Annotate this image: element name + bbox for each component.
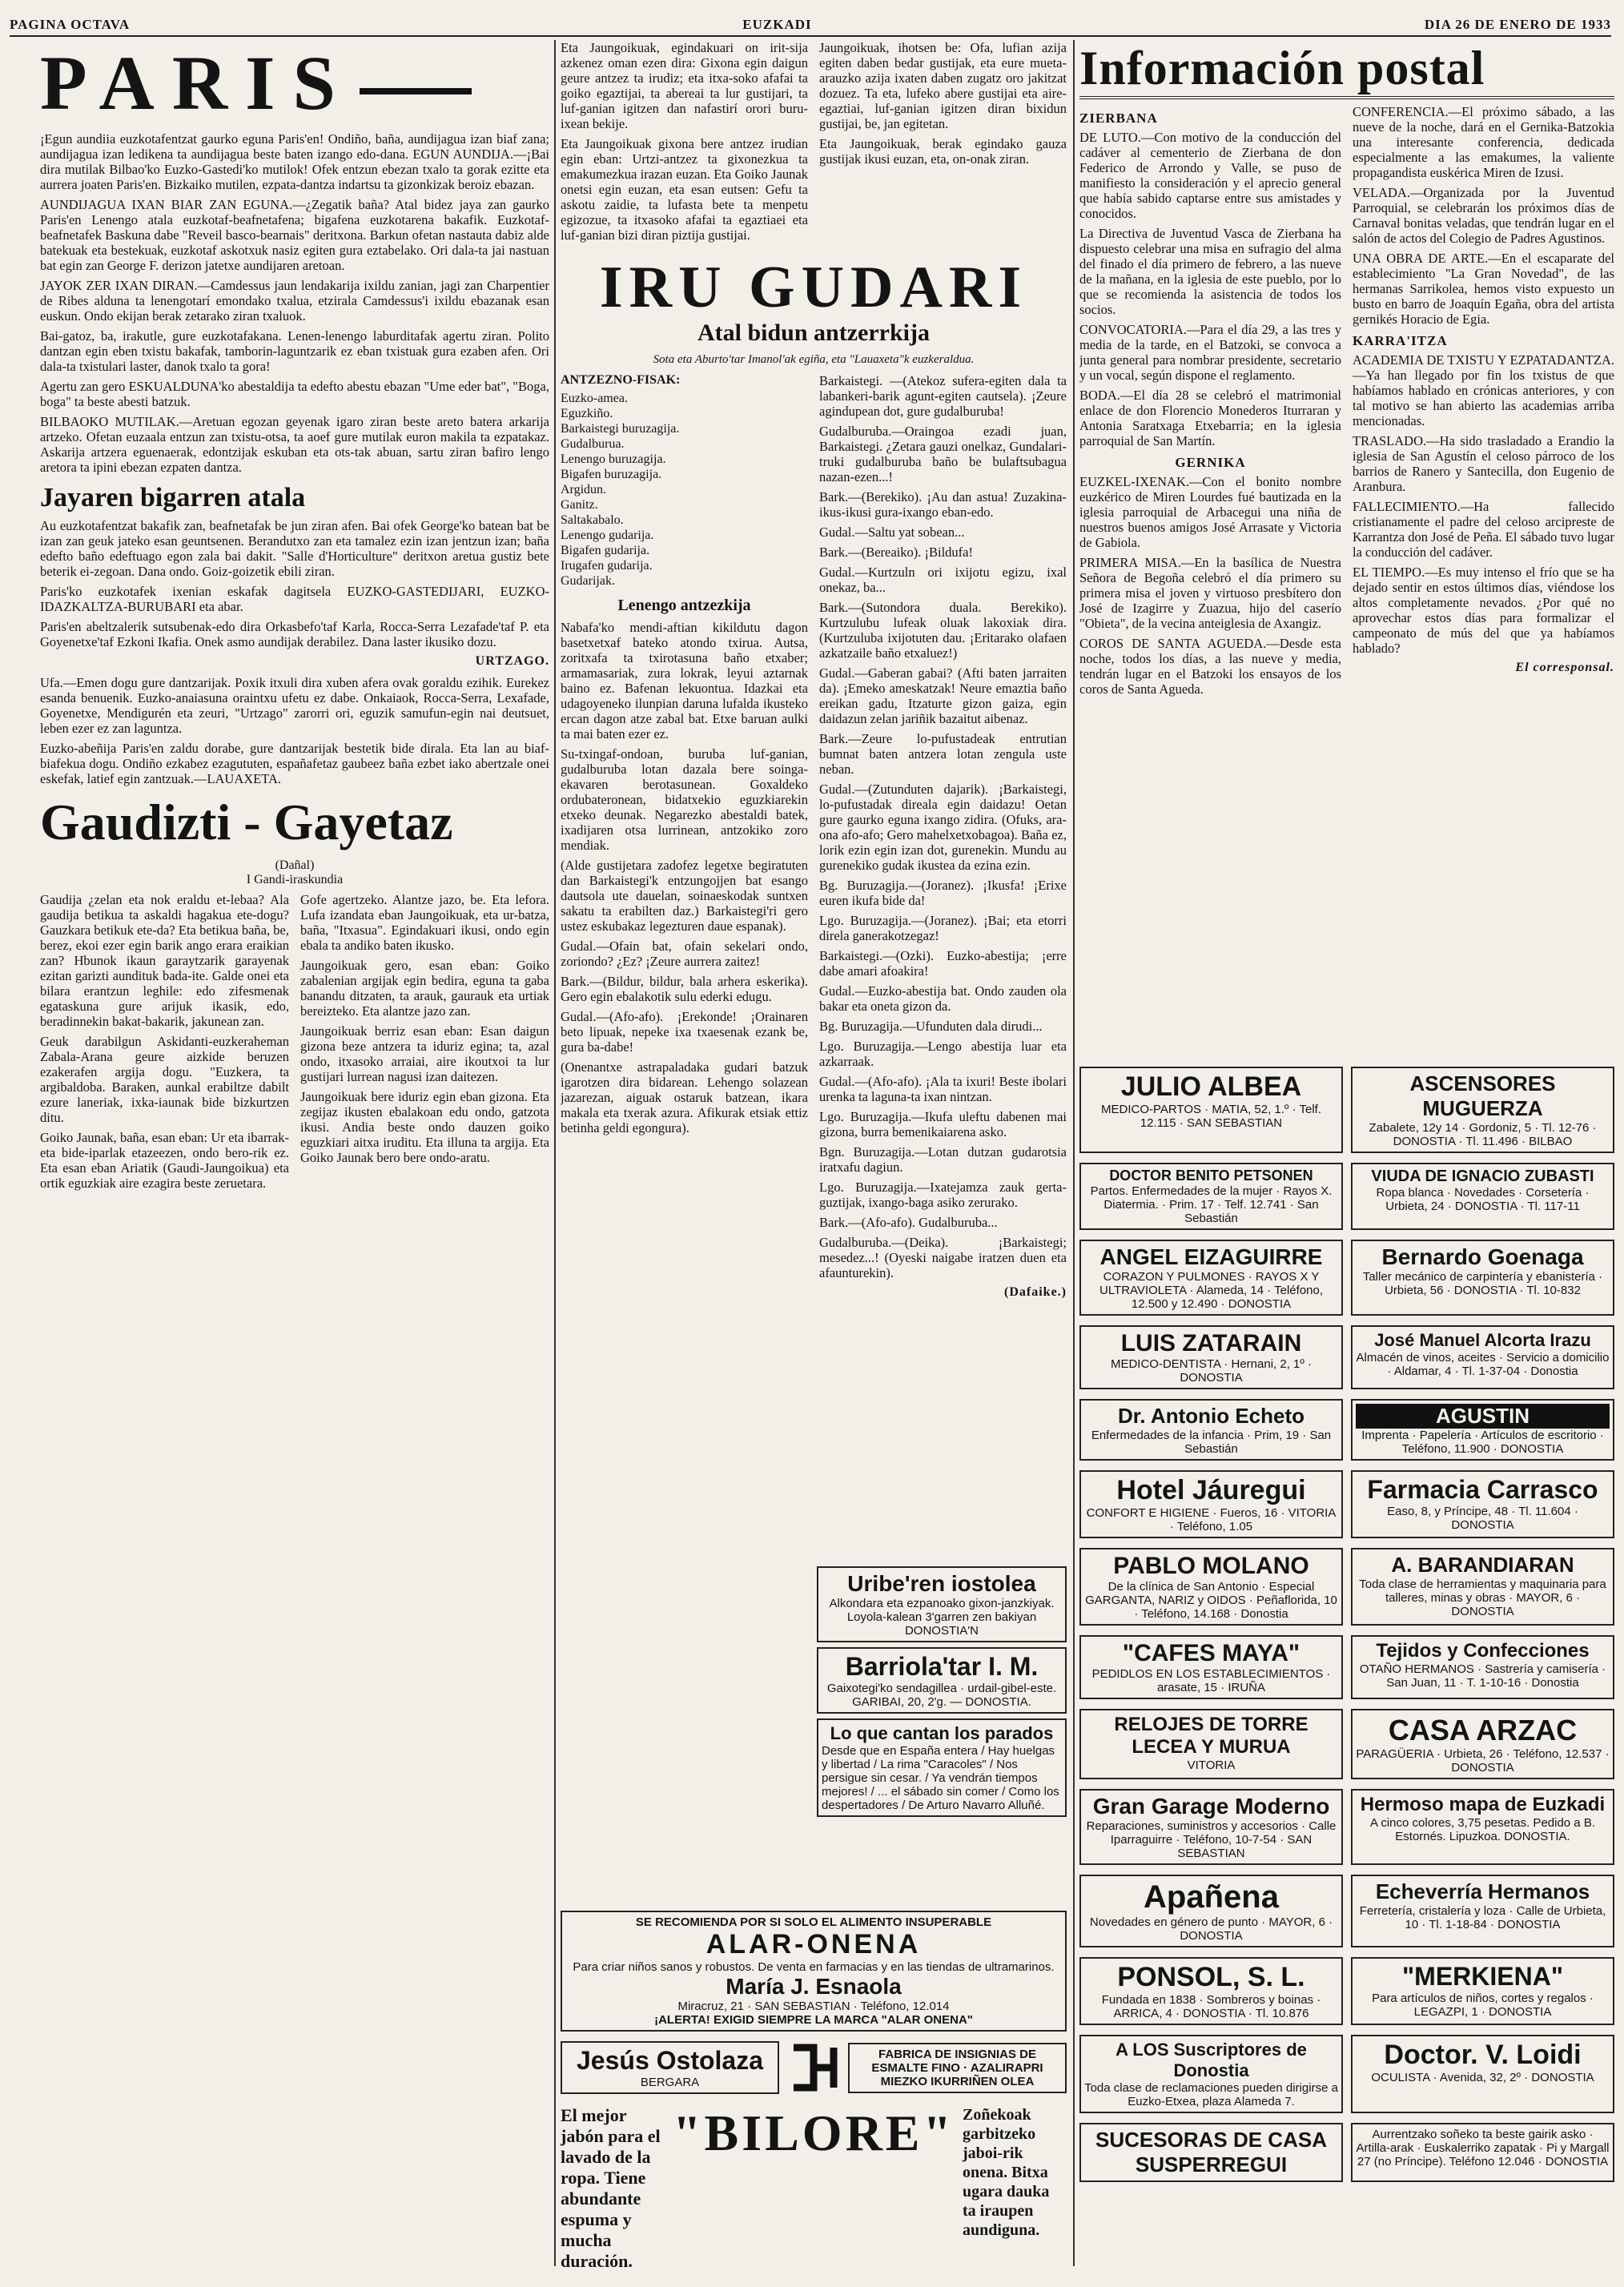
ad-autos: Aurrentzako soñeko ta beste gairik asko · Artilla-arak · Euskalerriko zapatak · Pi y Margall 27 (no Príncipe). Teléfono 12.046 · DONOSTIA	[1351, 2123, 1614, 2182]
act-paragraph: Gudal.—Saltu yat sobean...	[819, 525, 965, 540]
section-zierbana: ZIERBANA	[1079, 111, 1158, 126]
gaudizti-paragraph: Geuk darabilgun Askidanti-euzkeraheman Zabala-Arana geure aizkide beruzen ezakerafen argija dogu. "Euzkera, ta argibaldoba. Baraken, aunkal erabiltze dabilt ezure laneriak, ixka-iaunak bide bizkurtzen ditu.	[40, 1034, 289, 1125]
act-paragraph: Gudal.—Kurtzuln ori ixijotu egizu, ixal onekaz, ba...	[819, 565, 1067, 595]
iru-gudari-subtitle: Atal bidun antzerrkija	[697, 320, 930, 346]
page-header	[10, 14, 1611, 37]
ad-cantan: Lo que cantan los parados Desde que en España entera / Hay huelgas y libertad / La rima "Caracoles" / Nos persigue sin cesar. / Ya vendrán tiempos mejores! / ... el sábado sin comer / Como los despertadores / De Arturo Navarro Alluñé.	[817, 1718, 1067, 1817]
cast-item: Irugafen gudarija.	[561, 559, 653, 573]
euzko-paragraph: Euzko-abeñija Paris'en zaldu dorabe, gure dantzarijak bestetik bide dirala. Eta lan au biaf-biafekua dogu. Ondiño ezkabez ezagututen, españafetaz gaubeez baña ezbet iako abertzale onei eskefak, latief egin zantzuak.—LAUAXETA.	[40, 741, 549, 786]
genesis-paragraph: Eta Jaungoikuak gixona bere antzez irudian egin eban: Urtzi-antzez ta gixonezkua ta emakumezkua irazan euzan. Eta Goiko Jaunak onetsi egin euzan, eta esan eutsen: Gefu ta askotu zaidie, ta lufasta bete ta menpetu egizozue, ta itxasoko afafai ta egaztiaei eta luf-ganian bizi diran piztija gustijai.	[561, 136, 808, 243]
cast-item: Bigafen gudarija.	[561, 544, 650, 557]
gaudizti-paragraph: Jaungoikuak bere iduriz egin eban gizona. Eta zegijaz ikusten ebalakoan edu ondo, gatzota ikusi. Andia beste ondo dauzen goiko eguzkiari aitxa iruditu. Eta illuna ta argija. Eta Goiko Jaunak bero bere ondo-aratu.	[300, 1089, 549, 1165]
ad-alcorta: José Manuel Alcorta Irazu Almacén de vinos, aceites · Servicio a domicilio · Aldamar, 4 · Tl. 1-37-04 · Donostia	[1351, 1325, 1614, 1389]
postal-paragraph: EL TIEMPO.—Es muy intenso el frío que se ha dejado sentir en estos últimos días, viéndose los altos completamente nevados. ¿Por qué no aprovechar estos días para formalizar el campeonato de mús del que ya habíamos hablado?	[1353, 565, 1614, 656]
postal-paragraph: COROS DE SANTA AGUEDA.—Desde esta noche, todos los días, a las nueve y media, tendrán lugar en el Batzoki los ensayos de los coros de Santa Agueda.	[1079, 636, 1341, 697]
jayaren-paragraph: Paris'ko euzkotafek ixenian eskafak dagitsela EUZKO-GASTEDIJARI, EUZKO-IDAZKALTZA-BURUBARI eta abar.	[40, 584, 549, 614]
paris-paragraph: ¡Egun aundiia euzkotafentzat gaurko eguna Paris'en! Ondiño, baña, aundijagua izan biaf zana; aundijagua izan ledikena ta aundijagua beste baten izango edo-dana. EGUN AUNDIJA.—¡Bai dira mutilak Bilbao'ko Euzko-Gastedi'ko mutilok! Ofek entzun ebezan txalo ta gorak ezitte eta aurrera joaten Paris'en. Bizkaiko mutilen, ezpata-dantza indartsu ta gizonkizak beroiz ebazan.	[40, 131, 549, 192]
cast-item: Euzko-amea.	[561, 392, 628, 405]
postal-paragraph: CONVOCATORIA.—Para el día 29, a las tres y media de la tarde, en el Batzoki, se convoca a junta general para nombrar presidente, secretario y un vocal, según dispone el reglamento.	[1079, 322, 1341, 383]
act-paragraph: Nabafa'ko mendi-aftian kikildutu dagon basetxetxaf bateko atondo txirua. Autsa, zoritxafa ta txirotasuna baño etxaber; armamasariak, zura lokrak, leyui aztarnak baino ez. Bafenan lekuontua. Idazkai eta udagoyeneko ilunpian daruna lufalda ikusteko ercan dagon atze zabal bat. Etxe baruan aulki ta mai baten ezer ez.	[561, 620, 808, 742]
cast-item: Barkaistegi buruzagija.	[561, 422, 680, 436]
act-paragraph: (Alde gustijetara zadofez legetxe begiratuten dan Barkaistegi'k entzungojjen bat esango dautsola ute dauelan, soinaeskodak suntxen sakatu ta erabilten daz.) Barkaistegi'ri gero ustez eskubakaz legezturen daue espanak).	[561, 858, 808, 934]
ad-fabrica: FABRICA DE INSIGNIAS DE ESMALTE FINO · AZALIRAPRI MIEZKO IKURRIÑEN OLEA	[848, 2043, 1067, 2093]
column-informacion-postal	[1079, 40, 1614, 1057]
ad-echeverria: Echeverría Hermanos Ferretería, cristalería y loza · Calle de Urbieta, 10 · Tl. 1-18-84 · DONOSTIA	[1351, 1875, 1614, 1947]
gaudizti-columns	[40, 892, 549, 1196]
informacion-postal-headline: Información postal	[1079, 40, 1614, 99]
masthead: EUZKADI	[742, 17, 812, 32]
section-karrantza: KARRA'ITZA	[1353, 333, 1448, 348]
act-paragraph: Gudalburuba.—Oraingoa ezadi juan, Barkaistegi. ¿Zetara gauzi onelkaz, Gundalari-truki gudalburuba baño be bulaftsubagua nazan-ezen...!	[819, 424, 1067, 484]
act-paragraph: Bark.—(Berekiko). ¡Au dan astua! Zuzakina-ikus-ikusi gura-ixango eban-edo.	[819, 489, 1067, 520]
iru-gudari-dedication: Sota eta Aburto'tar Imanol'ak egiña, eta "Lauaxeta"k euzkeraldua.	[653, 353, 975, 366]
postal-paragraph: UNA OBRA DE ARTE.—En el escaparate del establecimiento "La Gran Novedad", de las hermanas Sarrikolea, hemos visto expuesto un busto en barro de Joaquín Egaña, obra del artista gernikés Horacio de Egia.	[1353, 251, 1614, 327]
act-paragraph: Barkaistegi. —(Atekoz sufera-egiten dala ta labankeri-barik agunt-egiten cautsela). ¡Zeure agindupean dot, gure gudalburuba!	[819, 373, 1067, 419]
paris-paragraph: AUNDIJAGUA IXAN BIAR ZAN EGUNA.—¿Zegatik baña? Atal bidez jaya zan gaurko Paris'en Lenengo atala euzkotaf-beafnetafena; bigafena euzkotarena bakafik. Euzkotaf-beafnetafek Baskuna dabe "Reveil basco-bearnais" deritxona. Barkun ofetan nastauta dabiz alde batekuak eta bestekuak, euzkotaf askotxuk nasiz egiten gura eztabelako. Ori dala-ta jai nastuan bat egin zan George F. derizon jatetxe aundijaren aretoan.	[40, 197, 549, 273]
act-paragraph: Gudal.—(Afo-afo). ¡Ala ta ixuri! Beste ibolari urenka ta laguna-ta ixan nintzan.	[819, 1074, 1067, 1104]
act-paragraph: Gudalburuba.—(Deika). ¡Barkaistegi; mesedez...! (Oyeski naigabe iratzen duen eta afaunturekin).	[819, 1235, 1067, 1280]
ad-ponsol: PONSOL, S. L. Fundada en 1838 · Sombreros y boinas · ARRICA, 4 · DONOSTIA · Tl. 10.876	[1079, 1957, 1343, 2025]
act-paragraph: Gudal.—(Afo-afo). ¡Erekonde! ¡Orainaren beto lipuak, nepeke ixa txaesenak ezank be, gura ba-dabe!	[561, 1009, 808, 1055]
paris-paragraph: Agertu zan gero ESKUALDUNA'ko abestaldija ta edefto abestu ebazan "Ume eder bat", "Boga, boga" ta beste abesti batzuk.	[40, 379, 549, 409]
ad-bilore-text: Zoñekoak garbitzeko jaboi-rik onena. Bitxa ugara dauka ta iraupen aundiguna.	[963, 2106, 1050, 2239]
gaudizti-subtitle: I Gandi-iraskundia	[246, 873, 344, 886]
ad-uribe: Uribe'ren iostolea Alkondara eta ezpanoako gixon-janzkiyak. Loyola-kalean 3'garren zen bakiyan DONOSTIA'N	[817, 1566, 1067, 1642]
ad-echeto: Dr. Antonio Echeto Enfermedades de la infancia · Prim, 19 · San Sebastián	[1079, 1399, 1343, 1461]
genesis-paragraph: Eta Jaungoikuak, egindakuari on irit-sija azkenez oman ezen dira: Gixona egin daigun geure antzez ta irudiz; eta itxa-soko afafai ta goiko egaztijai, ta abereai ta lur gustijari, ta luf-ganian igitzen dan nafastirí orori buru-ixean bekije.	[561, 40, 808, 131]
ad-barriola: Barriola'tar I. M. Gaixotegi'ko sendagillea · urdail-gibel-este. GARIBAI, 20, 2'g. — DONOSTIA.	[817, 1647, 1067, 1714]
ad-agustin: AGUSTIN Imprenta · Papelería · Artículos de escritorio · Teléfono, 11.900 · DONOSTIA	[1351, 1399, 1614, 1461]
postal-paragraph: FALLECIMIENTO.—Ha fallecido cristianamente el padre del celoso arcipreste de Karrantza don José de Peña. El sábado tuvo lugar la conducción del cadáver.	[1353, 499, 1614, 560]
gaudizti-paragraph: Jaungoikuak berriz esan eban: Esan daigun gizona beze antzera ta iduriz egina; ta, azal ondo, itxasoko arraiai, aire ikoutxoi ta lur gustijari lurrean nagusi izan daitezen.	[300, 1023, 549, 1084]
paris-headline: PARIS	[40, 43, 549, 123]
ad-ostolaza: Jesús Ostolaza BERGARA	[561, 2041, 779, 2094]
ad-zubasti: VIUDA DE IGNACIO ZUBASTI Ropa blanca · Novedades · Corsetería · Urbieta, 24 · DONOSTIA · Tl. 117-11	[1351, 1163, 1614, 1230]
cast-item: Gudalburua.	[561, 437, 625, 451]
ad-mapa: Hermoso mapa de Euzkadi A cinco colores, 3,75 pesetas. Pedido a B. Estornés. Lipuzkoa. DONOSTIA.	[1351, 1789, 1614, 1865]
page-number: PAGINA OCTAVA	[10, 17, 131, 32]
act-paragraph: Su-txingaf-ondoan, buruba luf-ganian, gudalburuba lotan dazala bere soinga-ekavaren berotasunean. Goxaldeko ordubateronean, bidatxekio eguzkiarekin etxeko deunak. Negarezko abestaldi batek, ixadijaren otsa lurrinean, antzokiko zoro mendiak.	[561, 746, 808, 853]
ad-bilore: "BILORE"	[672, 2104, 955, 2161]
act-paragraph: Bg. Buruzagija.—Ufunduten dala dirudi...	[819, 1019, 1043, 1034]
cast-item: Bigafen buruzagija.	[561, 468, 662, 481]
ad-otano: Tejidos y Confecciones OTAÑO HERMANOS · Sastrería y camisería · San Juan, 11 · T. 1-10-16 · Donostia	[1351, 1635, 1614, 1699]
column-paris	[40, 40, 549, 2266]
genesis-columns	[561, 40, 1067, 247]
postal-paragraph: PRIMERA MISA.—En la basílica de Nuestra Señora de Begoña celebró el día primero su primera misa el joven y virtuoso presbítero don José de Izagirre y Zuazua, hijo del caserío "Obieta", de la vecina anteiglesia de Axangiz.	[1079, 555, 1341, 631]
act-paragraph: Bark.—(Sutondora duala. Berekiko). Kurtzulubu lufeak oluak lakoxiak dira. (Kurtzuluba ixijotuten dau. ¡Eritarako olafaen azkatzaile baño etxaluez!)	[819, 600, 1067, 661]
headline-rule	[360, 88, 472, 94]
ad-ascensores: ASCENSORES MUGUERZA Zabalete, 12y 14 · Gordoniz, 5 · Tl. 12-76 · DONOSTIA · Tl. 11.496 · BILBAO	[1351, 1067, 1614, 1153]
postal-paragraph: DE LUTO.—Con motivo de la conducción del cadáver al cementerio de Zierbana de don Federico de Arrondo y Valle, se puso de manifiesto la consideración y el aprecio general que había sabido captarse entre sus amistades y conocidos.	[1079, 130, 1341, 221]
cast-item: Eguzkiño.	[561, 407, 613, 420]
act-paragraph: Bg. Buruzagija.—(Joranez). ¡Ikusfa! ¡Erixe euren ikufa bide da!	[819, 878, 1067, 908]
act-paragraph: Lgo. Buruzagija.—Ixatejamza zauk gerta-guztijak, ixango-baga asiko zerurako.	[819, 1180, 1067, 1210]
column-iru-gudari	[561, 40, 1067, 1626]
genesis-paragraph: Jaungoikuak, ihotsen be: Ofa, lufian azija egiten daben bedar gustijak, eta eure mueta-arauzko azija ixaten daben zugatz oro jakitzat dozuez. Ta eta, lufeko abere gustijai eta aire-egaztiai, luf-ganian igitzen diran bixidun gustijai, be, jan egitetan.	[819, 40, 1067, 131]
act-paragraph: (Onenantxe astrapaladaka gudari batzuk igarotzen dira bidarean. Lehengo solazean jazarezan, aiguak ostaruk batzean, ikara makala eta txerak azura. Afikurak etsiak ettiz betinha geldi egongura).	[561, 1059, 808, 1135]
ad-barandiaran: A. BARANDIARAN Toda clase de herramientas y maquinaria para talleres, minas y obras · MAYOR, 6 · DONOSTIA	[1351, 1548, 1614, 1626]
gaudizti-paragraph: Jaungoikuak gero, esan eban: Goiko zabalenian argijak egin bedira, eguna ta gaba banandu ditzaten, ta arauk, gaurauk eta urtiak bereizteko. Eta alantze jazo zan.	[300, 958, 549, 1019]
postal-paragraph: VELADA.—Organizada por la Juventud Parroquial, se celebrarán los próximos días de Carnaval bonitas veladas, que tendrán lugar en el salón de actos del Colegio de Padres Agustinos.	[1353, 185, 1614, 246]
ad-apanena: Apañena Novedades en género de punto · MAYOR, 6 · DONOSTIA	[1079, 1875, 1343, 1947]
ad-cafes-maya: "CAFES MAYA" PEDIDLOS EN LOS ESTABLECIMIENTOS · arasate, 15 · IRUÑA	[1079, 1635, 1343, 1699]
act-paragraph: Gudal.—Gaberan gabai? (Afti baten jarraiten da). ¡Emeko ameskatzak! Neure emaztia baño ereikan gadu, Itzaturte gizon gaiza, egin daidazun zelan jariñik bazaitut aibenaz.	[819, 665, 1067, 726]
postal-paragraph: La Directiva de Juventud Vasca de Zierbana ha dispuesto celebrar una misa en sufragio del alma del finado el día primero de febrero, a las nueve de la mañana, en la iglesia de este pueblo, por lo que se recomienda la asistencia de todos los socios.	[1079, 226, 1341, 317]
ad-zatarain: LUIS ZATARAIN MEDICO-DENTISTA · Hernani, 2, 1º · DONOSTIA	[1079, 1325, 1343, 1389]
act-paragraph: Bark.—(Afo-afo). Gudalburuba...	[819, 1215, 998, 1230]
ad-ostolaza-row	[561, 2036, 1067, 2099]
postal-columns	[1079, 104, 1614, 701]
act-paragraph: Bark.—(Bildur, bildur, bala arhera eskerika). Gero egin ebalakotik sulu ederki edugu.	[561, 974, 808, 1004]
ad-jabon-row	[561, 2105, 1067, 2272]
ad-jauregui: Hotel Jáuregui CONFORT E HIGIENE · Fueros, 16 · VITORIA · Teléfono, 1.05	[1079, 1470, 1343, 1538]
ad-merkiena: "MERKIENA" Para artículos de niños, cortes y regalos · LEGAZPI, 1 · DONOSTIA	[1351, 1957, 1614, 2025]
act-paragraph: Lgo. Buruzagija.—Lengo abestija luar eta azkarraak.	[819, 1039, 1067, 1069]
gaudizti-paragraph: Gofe agertzeko. Alantze jazo, be. Eta lefora. Lufa izandata eban Jaungoikuak, eta ur-batza, baña, "Itxasua". Egindakuari ikusi, ondo egin ebala ta andiko baten ikusko.	[300, 892, 549, 953]
act-paragraph: Bgn. Buruzagija.—Lotan dutzan gudarotsia iratxafu dagiun.	[819, 1144, 1067, 1175]
ads-grid	[1079, 1062, 1614, 2271]
column-rule	[1073, 40, 1075, 2266]
lauburu-icon	[786, 2040, 842, 2096]
postal-paragraph: CONFERENCIA.—El próximo sábado, a las nueve de la noche, dará en el Gernika-Batzokia una interesante conferencia, dedicada especialmente a las emakumes, la valiente propagandista euskérica Miren de Izusi.	[1353, 104, 1614, 180]
genesis-paragraph: Eta Jaungoikuak, berak egindako gauza gustijak ikusi euzan, eta, on-onak ziran.	[819, 136, 1067, 167]
page-date: DIA 26 DE ENERO DE 1933	[1424, 17, 1611, 32]
act-title: Lenengo antzezkija	[617, 597, 751, 614]
act-paragraph: Bark.—Zeure lo-pufustadeak entrutian bumnat baten antzera lotan zengula uste neban.	[819, 731, 1067, 777]
ad-arzac: CASA ARZAC PARAGÜERIA · Urbieta, 26 · Teléfono, 12.537 · DONOSTIA	[1351, 1709, 1614, 1779]
postal-paragraph: BODA.—El día 28 se celebró el matrimonial enlace de don Florencio Monederos Iturraran y Antonia Saratxaga Etxebarria; en la iglesia parroquial de San Martín.	[1079, 388, 1341, 448]
cast-item: Gudarijak.	[561, 574, 615, 588]
act-paragraph: Lgo. Buruzagija.—Ikufa uleftu dabenen mai gizona, burra bemenikaiarena asko.	[819, 1109, 1067, 1139]
ad-loidi: Doctor. V. Loidi OCULISTA · Avenida, 32, 2º · DONOSTIA	[1351, 2035, 1614, 2113]
paris-paragraph: JAYOK ZER IXAN DIRAN.—Camdessus jaun lendakarija ixildu zanian, jagi zan Charpentier de Ribes alduna ta lenengotarí emondako txalua, etzirala Camdessus'i ixildu ebazanak esan euskun. Ondo ekijan berak zetarako ziran txaluok.	[40, 278, 549, 324]
act-paragraph: Gudal.—Ofain bat, ofain sekelari ondo, zoriondo? ¿Ez? ¡Zeure aurrera zaitez!	[561, 939, 808, 969]
ad-carrasco: Farmacia Carrasco Easo, 8, y Príncipe, 48 · Tl. 11.604 · DONOSTIA	[1351, 1470, 1614, 1538]
postal-paragraph: EUZKEL-IXENAK.—Con el bonito nombre euzkérico de Miren Lourdes fué bautizada en la iglesia parroquial de Arbacegui una niña de nuestros buenos amigos José Arrasate y Victoria de Gabiola.	[1079, 474, 1341, 550]
cast-item: Lenengo gudarija.	[561, 529, 654, 542]
cast-list	[561, 391, 808, 589]
ad-garage: Gran Garage Moderno Reparaciones, suministros y accesorios · Calle Iparraguirre · Teléfono, 10-7-54 · SAN SEBASTIAN	[1079, 1789, 1343, 1865]
gaudizti-paragraph: Gaudija ¿zelan eta nok eraldu et-lebaa? Ala gaudija betikua ta askaldi hagakua ete-dogu? Gauzkara betikuk ete-da? Eta betikua baña, be, berez, ekoi ezer egin barik ango erara eraikian zan? Hbunok ikaun garaytzarik garayenak ezitan garizti aundituk bada-ite. Galde onei eta bilara erantzun leghile: edo zifesmenak egataskuna gure arijuk ikasik, edo, beradinnekin bakat-bakarik, jakunean zan.	[40, 892, 289, 1029]
jayaren-paragraph: Au euzkotafentzat bakafik zan, beafnetafak be jun ziran afen. Bai ofek George'ko batean bat be izan zan geuk jateko esan geuntsenen. Berandutxo zan eta tamalez ezin izan jentzun izan; baña edefto baño edeftuago egon zala bai dakit. "Salle d'Horticulture" deritxon aretua gustiz bete beterik ei-zegoan. Dana ondo. Goiz-goizetik ebili ziran.	[40, 518, 549, 579]
play-signature: (Dafaike.)	[1004, 1285, 1067, 1299]
ad-jabon: El mejor jabón para el lavado de la ropa. Tiene abundante espuma y mucha duración.	[561, 2105, 661, 2271]
paris-paragraph: Bai-gatoz, ba, irakutle, gure euzkotafakana. Lenen-lenengo laburditafak agertu ziran. Polito dantzan egin eben txistu bakafak, tamborin-laguntzarik ez eban txistuak gura ezaben afen. Ori dala-ta txistulari laster, danok txalo ta gora!	[40, 328, 549, 374]
ad-lecea: RELOJES DE TORRE LECEA Y MURUA VITORIA	[1079, 1709, 1343, 1779]
ad-suscriptores: A LOS Suscriptores de Donostia Toda clase de reclamaciones pueden dirigirse a Euzko-Etxea, plaza Alameda 7.	[1079, 2035, 1343, 2113]
act-paragraph: Barkaistegi.—(Ozki). Euzko-abestija; ¡erre dabe amari afoakira!	[819, 948, 1067, 979]
ad-susperregui: SUCESORAS DE CASA SUSPERREGUI	[1079, 2123, 1343, 2182]
gaudizti-byline: (Dañal)	[275, 858, 315, 872]
paris-paragraph: BILBAOKO MUTILAK.—Aretuan egozan geyenak igaro ziran beste areto batera arkarija artzeko. Ofetan euzaala entzun zan txistu-otsa, ta aoef gure mutilak euron makila ta ezpatakaz. Askarija artzera eguenaerak, edontzijak eskuban eta ots-tak abuan, sartu ziran bafiro lengo aretora ta ipini ebezan ezpaten dantza.	[40, 414, 549, 475]
gaudizti-headline: Gaudizti - Gayetaz	[40, 794, 453, 850]
postal-signature: El corresponsal.	[1515, 661, 1614, 674]
cast-item: Saltakabalo.	[561, 513, 624, 527]
cast-item: Lenengo buruzagija.	[561, 452, 666, 466]
cast-item: Argidun.	[561, 483, 607, 496]
article-signature: URTZAGO.	[475, 654, 549, 668]
act-paragraph: Gudal.—(Zutunduten dajarik). ¡Barkaistegi, lo-pufustadak direala egin daidazu! Oetan gure gaurko eguna ixango zidira. (Ofuks, ara-ona afo-afo; Gero mahelxetxobagoa). Baña ez, lorik ezin egin izan dot, gurenekin. Mundu au gurenekiko gudak ikustea da ezina ezin.	[819, 782, 1067, 873]
play-columns	[561, 373, 1067, 1306]
iru-gudari-headline: IRU GUDARI	[599, 255, 1028, 320]
ad-petsonen: DOCTOR BENITO PETSONEN Partos. Enfermedades de la mujer · Rayos X. Diatermia. · Prim. 17 · Telf. 12.741 · San Sebastián	[1079, 1163, 1343, 1230]
bottom-ads-center	[561, 1906, 1067, 2272]
gaudizti-paragraph: Goiko Jaunak, baña, esan eban: Ur eta ibarrak-eta bide-iparlak etazeezen, ondo bero-rik ez. Eta esan eban Ariatik (Gaudi-Jaungoikua) eta ortik eguzkiak aire ezagira beste zeruetara.	[40, 1130, 289, 1191]
ad-eizaguirre: ANGEL EIZAGUIRRE CORAZON Y PULMONES · RAYOS X Y ULTRAVIOLETA · Alameda, 14 · Teléfono, 12.500 y 12.490 · DONOSTIA	[1079, 1240, 1343, 1316]
ufa-paragraph: Ufa.—Emen dogu gure dantzarijak. Poxik itxuli dira xuben afera ovak goraldu ezihik. Eurekez esanda benuenik. Euzko-anaiasuna oraintxu ufetu ez dabe. Onkaiaok, Rocca-Serra, Lexafade, Goyenetxe, Mendigurén eta zeuri, "Urtzago" zarorri ori, eguzik samufun-egin nai deutsuet, leben ezer ez zan laguntza.	[40, 675, 549, 736]
act-paragraph: Gudal.—Euzko-abestija bat. Ondo zauden ola bakar eta oneta gizon da.	[819, 983, 1067, 1014]
postal-paragraph: ACADEMIA DE TXISTU Y EZPATADANTZA.—Ya han llegado por fin los txistus de que habíamos hablado en crónicas anteriores, y con tal motivo se han abierto las academias arriba mencionadas.	[1353, 352, 1614, 428]
jayaren-paragraph: Paris'en abeltzalerik sutsubenak-edo dira Orkasbefo'taf Karla, Rocca-Serra Lezafade'taf P. eta Goyenetxe'taf Ezkoni Ikafia. Onek asmo aundijak derabilez. Dana laster ikusiko dozu.	[40, 619, 549, 649]
cast-item: Ganitz.	[561, 498, 598, 512]
postal-paragraph: TRASLADO.—Ha sido trasladado a Erandio la iglesia de San Agustín el celoso párroco de los barrios de Ranero y Santecilla, don Eugenio de Aranbura.	[1353, 433, 1614, 494]
ad-goenaga: Bernardo Goenaga Taller mecánico de carpintería y ebanistería · Urbieta, 56 · DONOSTIA · Tl. 10-832	[1351, 1240, 1614, 1316]
ad-molano: PABLO MOLANO De la clínica de San Antonio · Especial GARGANTA, NARIZ y OIDOS · Peñaflorida, 10 · Teléfono, 14.168 · Donostia	[1079, 1548, 1343, 1626]
act-paragraph: Lgo. Buruzagija.—(Joranez). ¡Bai; eta etorri direla ganerakotzegaz!	[819, 913, 1067, 943]
section-gernika: GERNIKA	[1175, 455, 1246, 470]
ad-julio-albea: JULIO ALBEA MEDICO-PARTOS · MATIA, 52, 1.º · Telf. 12.115 · SAN SEBASTIAN	[1079, 1067, 1343, 1153]
ad-alar-onena: SE RECOMIENDA POR SI SOLO EL ALIMENTO INSUPERABLE ALAR-ONENA Para criar niños sanos y robustos. De venta en farmacias y en las tiendas de ultramarinos. María J. Esnaola Miracruz, 21 · SAN SEBASTIAN · Teléfono, 12.014 ¡ALERTA! EXIGID SIEMPRE LA MARCA "ALAR ONENA"	[561, 1911, 1067, 2032]
column2-small-ads	[817, 1562, 1067, 1822]
act-paragraph: Bark.—(Bereaiko). ¡Bildufa!	[819, 545, 973, 560]
column-rule	[554, 40, 556, 2266]
jayaren-headline: Jayaren bigarren atala	[40, 483, 306, 512]
cast-header: ANTZEZNO-FISAK:	[561, 373, 681, 387]
